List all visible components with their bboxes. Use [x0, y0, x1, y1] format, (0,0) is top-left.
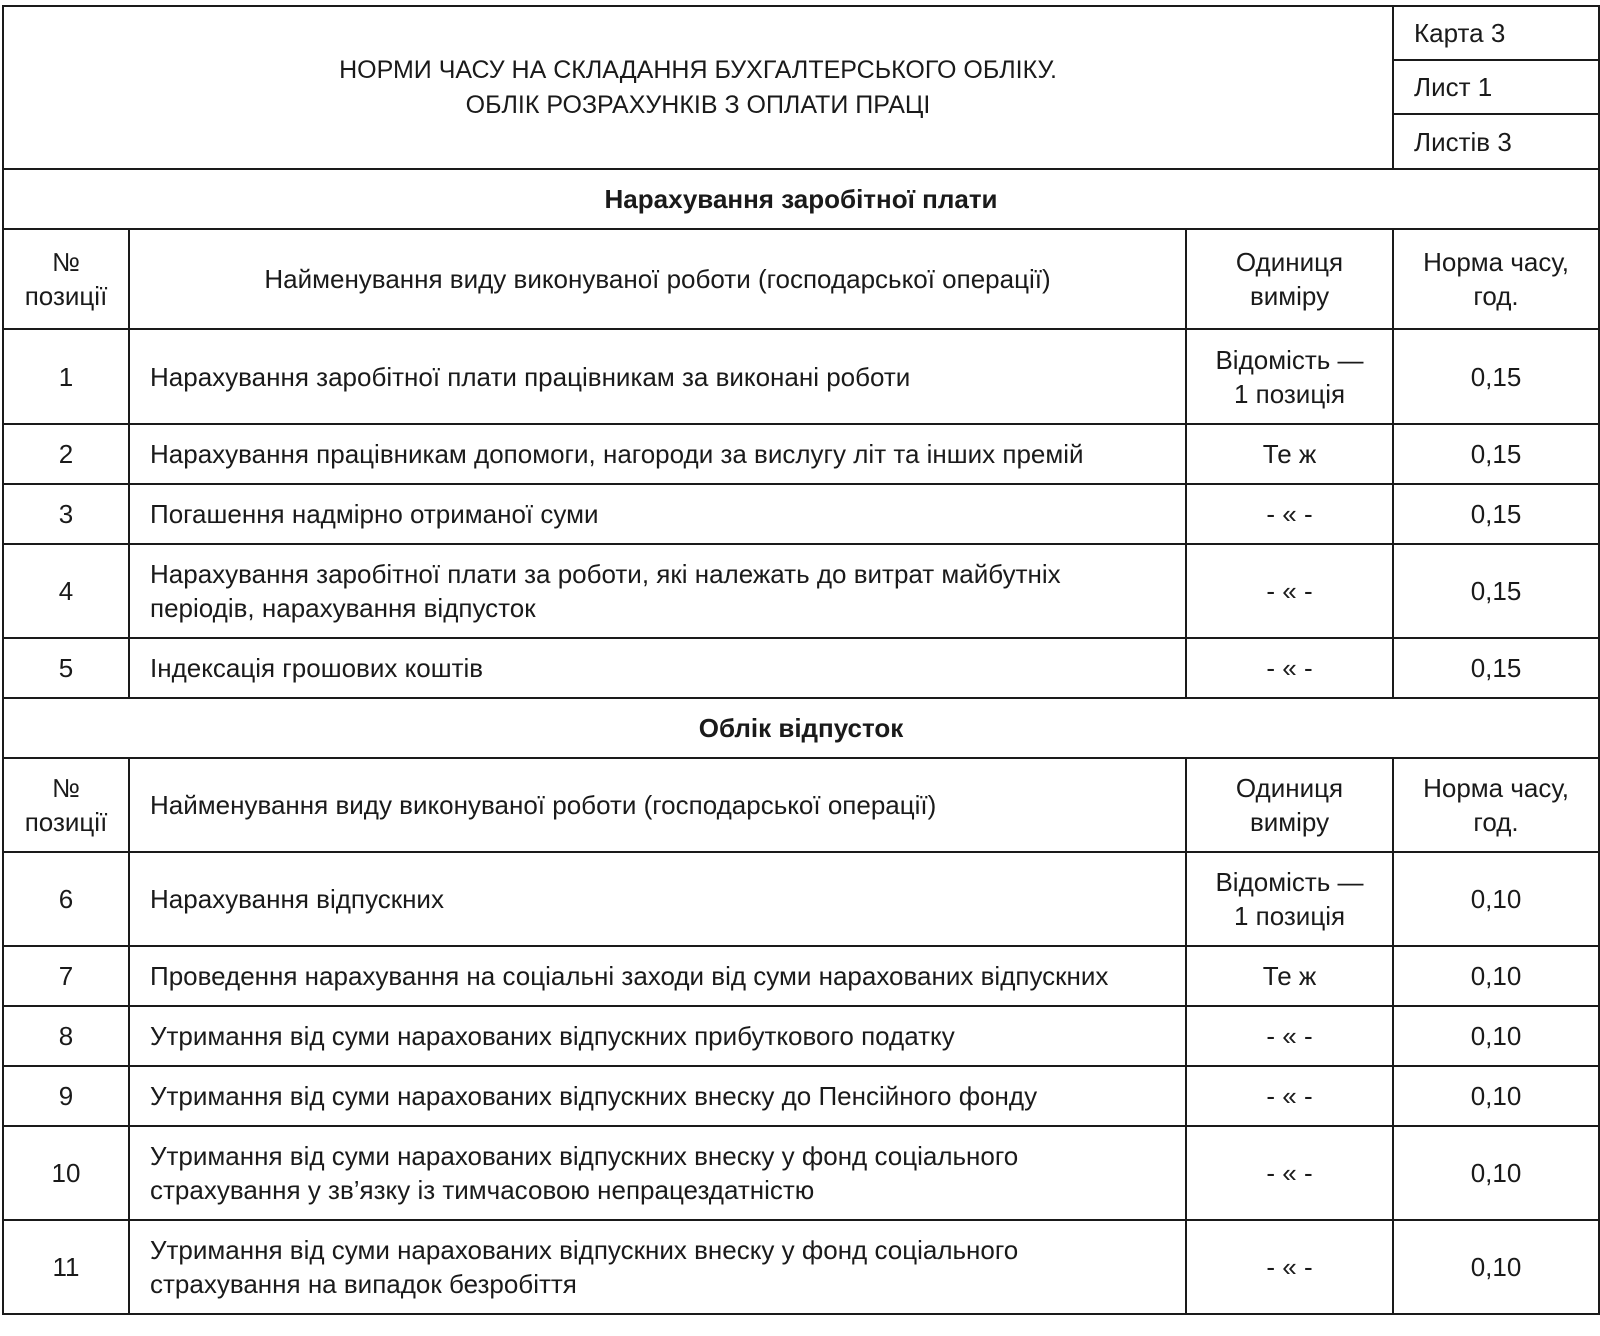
column-header-num: № позиції: [3, 758, 129, 852]
document-title: [3, 6, 1393, 169]
operation-name: Погашення надмірно отриманої суми: [129, 484, 1186, 544]
time-norm: 0,10: [1393, 946, 1599, 1006]
section-title-row: [3, 169, 1599, 229]
position-number: 3: [3, 484, 129, 544]
section-title: Нарахування заробітної плати: [3, 169, 1599, 229]
operation-name: Нарахування працівникам допомоги, нагороди за вислугу літ та інших премій: [129, 424, 1186, 484]
column-header-row: [3, 758, 1599, 852]
table-row: [3, 544, 1599, 638]
table-row: [3, 1220, 1599, 1314]
operation-name: Утримання від суми нарахованих відпускних внеску до Пенсійного фонду: [129, 1066, 1186, 1126]
table-row: [3, 638, 1599, 698]
table-row: [3, 484, 1599, 544]
measurement-unit: Те ж: [1186, 424, 1393, 484]
operation-name: Утримання від суми нарахованих відпускних внеску у фонд соціального страхування у зв’язку із тимчасовою непрацездатністю: [129, 1126, 1186, 1220]
table-row: [3, 1126, 1599, 1220]
time-norm: 0,10: [1393, 852, 1599, 946]
measurement-unit: - « -: [1186, 1126, 1393, 1220]
table-row: [3, 946, 1599, 1006]
table-row: [3, 424, 1599, 484]
column-header-norm: Норма часу, год.: [1393, 758, 1599, 852]
position-number: 11: [3, 1220, 129, 1314]
measurement-unit: - « -: [1186, 544, 1393, 638]
measurement-unit: - « -: [1186, 638, 1393, 698]
position-number: 7: [3, 946, 129, 1006]
time-norm: 0,15: [1393, 424, 1599, 484]
column-header-unit: Одиниця виміру: [1186, 758, 1393, 852]
operation-name: Утримання від суми нарахованих відпускних прибуткового податку: [129, 1006, 1186, 1066]
position-number: 1: [3, 329, 129, 424]
measurement-unit: Те ж: [1186, 946, 1393, 1006]
document-title-line-1: НОРМИ ЧАСУ НА СКЛАДАННЯ БУХГАЛТЕРСЬКОГО ОБЛІКУ.: [339, 55, 1057, 84]
table-row: [3, 329, 1599, 424]
measurement-unit: - « -: [1186, 484, 1393, 544]
card-number: Карта 3: [1393, 6, 1599, 60]
table-row: [3, 852, 1599, 946]
position-number: 5: [3, 638, 129, 698]
position-number: 8: [3, 1006, 129, 1066]
document-title-line-2: ОБЛІК РОЗРАХУНКІВ З ОПЛАТИ ПРАЦІ: [465, 90, 931, 119]
operation-name: Нарахування заробітної плати за роботи, які належать до витрат майбутніх періодів, нарахування відпусток: [129, 544, 1186, 638]
sheets-total: Листів 3: [1393, 114, 1599, 169]
time-norm: 0,15: [1393, 638, 1599, 698]
position-number: 6: [3, 852, 129, 946]
time-norm: 0,10: [1393, 1126, 1599, 1220]
time-norm: 0,10: [1393, 1006, 1599, 1066]
time-norm: 0,15: [1393, 544, 1599, 638]
time-norm: 0,10: [1393, 1220, 1599, 1314]
section-title: Облік відпусток: [3, 698, 1599, 758]
column-header-norm: Норма часу, год.: [1393, 229, 1599, 329]
time-norm: 0,15: [1393, 484, 1599, 544]
section-title-row: [3, 698, 1599, 758]
table-row: [3, 1066, 1599, 1126]
measurement-unit: - « -: [1186, 1066, 1393, 1126]
measurement-unit: - « -: [1186, 1220, 1393, 1314]
operation-name: Проведення нарахування на соціальні заходи від суми нарахованих відпускних: [129, 946, 1186, 1006]
time-norm: 0,10: [1393, 1066, 1599, 1126]
operation-name: Нарахування відпускних: [129, 852, 1186, 946]
position-number: 2: [3, 424, 129, 484]
norms-table: [2, 5, 1600, 1315]
column-header-name: Найменування виду виконуваної роботи (господарської операції): [129, 229, 1186, 329]
measurement-unit: - « -: [1186, 1006, 1393, 1066]
column-header-unit: Одиниця виміру: [1186, 229, 1393, 329]
column-header-name: Найменування виду виконуваної роботи (господарської операції): [129, 758, 1186, 852]
operation-name: Індексація грошових коштів: [129, 638, 1186, 698]
table-row: [3, 1006, 1599, 1066]
measurement-unit: Відомість — 1 позиція: [1186, 852, 1393, 946]
position-number: 9: [3, 1066, 129, 1126]
operation-name: Нарахування заробітної плати працівникам за виконані роботи: [129, 329, 1186, 424]
column-header-num: № позиції: [3, 229, 129, 329]
position-number: 10: [3, 1126, 129, 1220]
position-number: 4: [3, 544, 129, 638]
measurement-unit: Відомість — 1 позиція: [1186, 329, 1393, 424]
time-norm: 0,15: [1393, 329, 1599, 424]
sheet-number: Лист 1: [1393, 60, 1599, 114]
operation-name: Утримання від суми нарахованих відпускних внеску у фонд соціального страхування на випадок безробіття: [129, 1220, 1186, 1314]
column-header-row: [3, 229, 1599, 329]
